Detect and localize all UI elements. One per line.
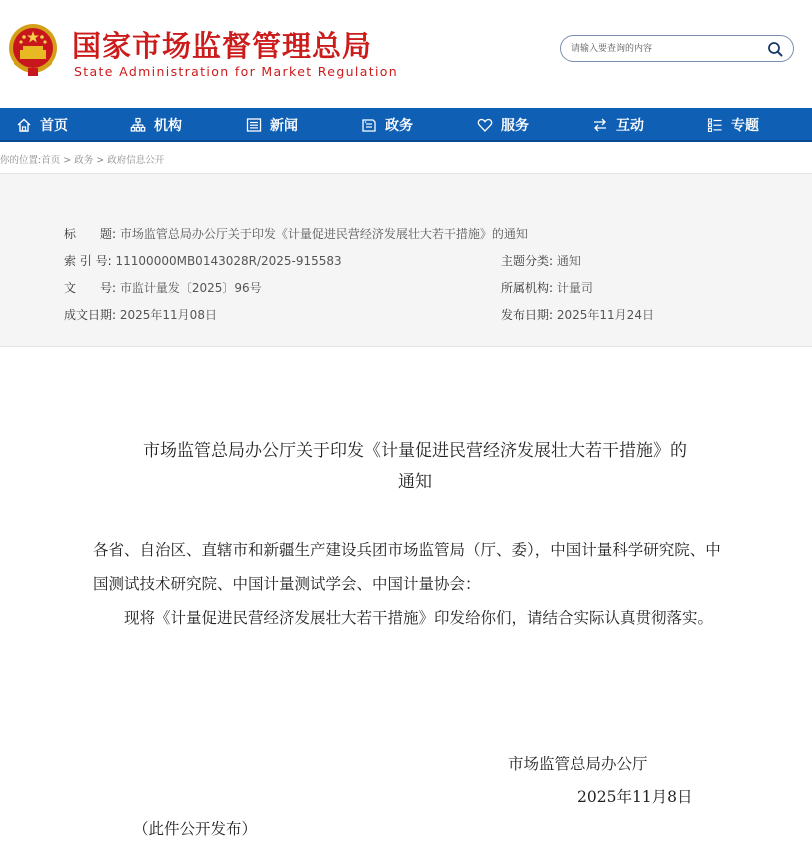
article-signature: 市场监管总局办公厅 [508,755,648,773]
nav-item-topics[interactable] [707,108,759,142]
info-docno-label: 文 号: [64,281,117,295]
main-nav [0,108,812,142]
info-topic-value: 通知 [556,254,581,268]
breadcrumb-separator: > [93,155,108,166]
info-created-row [64,306,217,323]
site-subtitle: State Administration for Market Regulation [74,64,399,79]
info-title-label: 标 题: [64,227,117,241]
info-index-label: 索 引 号: [64,254,112,268]
breadcrumb-gov-info[interactable]: 政府信息公开 [107,155,165,166]
nav-item-home[interactable] [16,108,68,142]
info-topic-row [501,252,581,269]
search-input[interactable] [571,40,761,58]
info-published-value: 2025年11月24日 [556,308,654,322]
exchange-icon [592,117,608,133]
info-created-label: 成文日期: [64,308,117,322]
info-title-value: 市场监管总局办公厅关于印发《计量促进民营经济发展壮大若干措施》的通知 [119,227,528,241]
article-body [93,533,723,635]
nav-item-org[interactable] [130,108,182,142]
nav-label: 机构 [154,118,182,134]
nav-label: 首页 [40,118,68,134]
nav-label: 政务 [385,118,413,134]
home-icon [16,117,32,133]
article-title-line: 市场监管总局办公厅关于印发《计量促进民营经济发展壮大若干措施》的 [143,441,687,461]
nav-label: 服务 [501,118,529,134]
info-index-row [64,252,342,269]
public-note: （此件公开发布） [133,820,258,838]
info-org-value: 计量司 [556,281,593,295]
info-org-row [501,279,593,296]
nav-item-affairs[interactable] [361,108,413,142]
info-published-row [501,306,654,323]
heart-icon [477,117,493,133]
info-topic-label: 主题分类: [501,254,554,268]
info-published-label: 发布日期: [501,308,554,322]
nav-item-news[interactable] [246,108,298,142]
breadcrumb-affairs[interactable]: 政务 [74,155,94,166]
nav-label: 新闻 [270,118,298,134]
breadcrumb-home[interactable]: 首页 [41,155,61,166]
article-paragraph: 现将《计量促进民营经济发展壮大若干措施》印发给你们，请结合实际认真贯彻落实。 [124,609,714,627]
article-title [60,436,770,498]
article-title-line: 通知 [398,472,432,492]
article-date: 2025年11月8日 [577,788,693,806]
article-recipients: 各省、自治区、直辖市和新疆生产建设兵团市场监管局（厅、委），中国计量科学研究院、中国测试技术研究院、中国计量测试学会、中国计量协会： [93,541,721,593]
breadcrumb-prefix: 你的位置: [0,155,42,166]
document-info-box [0,173,812,347]
national-emblem-icon[interactable] [6,20,60,80]
info-created-value: 2025年11月08日 [119,308,217,322]
affairs-icon [361,117,377,133]
search-icon[interactable] [767,41,783,57]
info-docno-row [64,279,262,296]
nav-label: 互动 [616,118,644,134]
nav-label: 专题 [731,118,759,134]
site-header [0,0,812,108]
list-icon [707,117,723,133]
info-docno-value: 市监计量发〔2025〕96号 [119,281,262,295]
news-icon [246,117,262,133]
nav-item-interaction[interactable] [592,108,644,142]
org-chart-icon [130,117,146,133]
info-title-row [64,225,528,242]
breadcrumb [0,152,164,166]
info-org-label: 所属机构: [501,281,554,295]
site-title[interactable]: 国家市场监督管理总局 [72,29,373,63]
search-box [560,35,794,62]
breadcrumb-separator: > [60,155,75,166]
nav-item-service[interactable] [477,108,529,142]
info-index-value: 11100000MB0143028R/2025-915583 [115,254,342,268]
